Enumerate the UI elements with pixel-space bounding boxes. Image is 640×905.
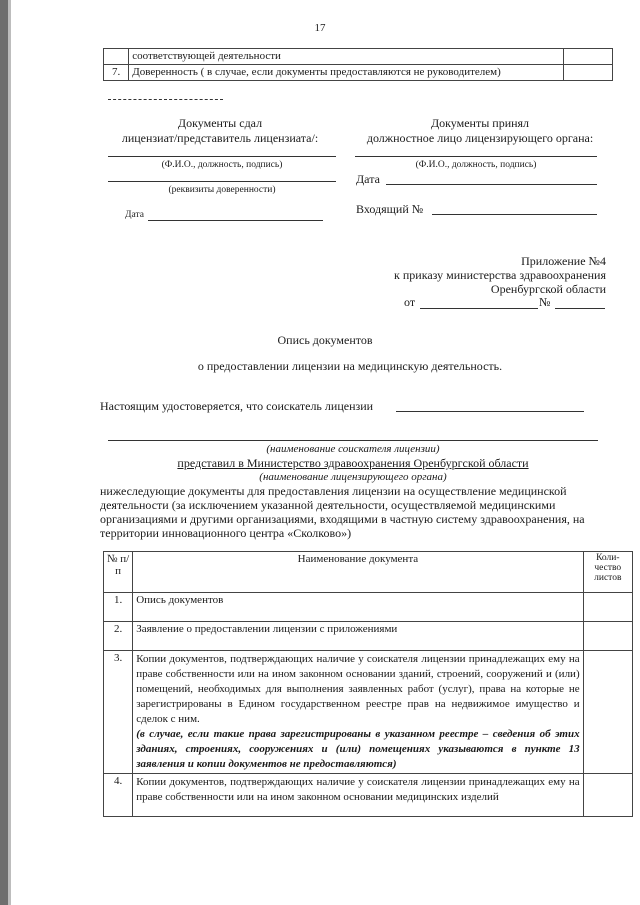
documents-table bbox=[103, 551, 633, 817]
table-cell bbox=[104, 49, 129, 65]
appendix-number: № bbox=[539, 295, 551, 309]
certify-text: Настоящим удостоверяется, что соискатель лицензии bbox=[100, 399, 374, 413]
scan-edge-shadow bbox=[8, 0, 11, 905]
row-count bbox=[583, 593, 632, 622]
appendix-line-2: к приказу министерства здравоохранения bbox=[394, 268, 606, 282]
row-text: Опись документов bbox=[133, 593, 583, 622]
row-num: 2. bbox=[104, 622, 133, 651]
incoming-label: Входящий № bbox=[356, 202, 424, 216]
right-title-1: Документы принял bbox=[430, 116, 530, 130]
separator-line bbox=[108, 99, 223, 100]
header-name: Наименование документа bbox=[133, 552, 583, 593]
applicant-line bbox=[396, 411, 584, 412]
left-title-1: Документы сдал bbox=[177, 116, 263, 130]
applicant-caption: (наименование соискателя лицензии) bbox=[266, 443, 440, 455]
table-cell bbox=[563, 65, 612, 81]
table-row bbox=[104, 651, 633, 774]
table-row bbox=[104, 49, 613, 65]
date-line bbox=[148, 220, 323, 221]
body-paragraph: нижеследующие документы для предоставления лицензии на осуществление медицинской деятельности (за исключением указанной деятельности, осуществляемой медицинскими организациями и другими организациями, входящими в частную систему здравоохранения, на территории инновационного центра «Сколково») bbox=[100, 484, 585, 540]
left-caption-1: (Ф.И.О., должность, подпись) bbox=[161, 160, 283, 170]
row-num: 3. bbox=[104, 651, 133, 774]
row-num: 4. bbox=[104, 774, 133, 817]
row-note: (в случае, если такие права зарегистрированы в указанном реестре – сведения об этих зданиях, строениях, сооружениях и (или) помещениях указываются в пункте 13 заявления и копии документов не предоставляются) bbox=[136, 728, 580, 770]
row-count bbox=[583, 774, 632, 817]
left-date-label: Дата bbox=[125, 210, 144, 220]
date-line bbox=[386, 184, 597, 185]
document-subtitle: о предоставлении лицензии на медицинскую деятельность. bbox=[197, 359, 503, 373]
top-table bbox=[103, 48, 613, 81]
appendix-line-3: Оренбургской области bbox=[490, 282, 606, 296]
organ-caption: (наименование лицензирующего органа) bbox=[259, 471, 447, 483]
incoming-line bbox=[432, 214, 597, 215]
signature-line bbox=[108, 181, 336, 182]
right-date-label: Дата bbox=[356, 172, 380, 186]
signature-line bbox=[355, 156, 597, 157]
signature-line bbox=[108, 156, 336, 157]
row-count bbox=[583, 651, 632, 774]
table-row bbox=[104, 622, 633, 651]
right-caption-1: (Ф.И.О., должность, подпись) bbox=[415, 160, 537, 170]
row-text: Копии документов, подтверждающих наличие у соискателя лицензии принадлежащих ему на праве собственности или на ином законном основании медицинских изделий bbox=[133, 774, 583, 817]
table-cell: Доверенность ( в случае, если документы предоставляются не руководителем) bbox=[129, 65, 563, 81]
appendix-date-line bbox=[420, 308, 538, 309]
table-row bbox=[104, 593, 633, 622]
left-title-2: лицензиат/представитель лицензиата/: bbox=[121, 131, 319, 145]
appendix-from: от bbox=[404, 295, 416, 309]
header-count: Коли-чество листов bbox=[583, 552, 632, 593]
left-caption-2: (реквизиты доверенности) bbox=[168, 185, 276, 195]
row-count bbox=[583, 622, 632, 651]
row-text-cell bbox=[133, 651, 583, 774]
appendix-number-line bbox=[555, 308, 605, 309]
header-num: № п/п bbox=[104, 552, 133, 593]
submitted-line: представил в Министерство здравоохранения Оренбургской области bbox=[177, 456, 529, 470]
table-cell: соответствующей деятельности bbox=[129, 49, 563, 65]
page-number: 17 bbox=[314, 22, 326, 34]
table-cell: 7. bbox=[104, 65, 129, 81]
row-num: 1. bbox=[104, 593, 133, 622]
row-text: Копии документов, подтверждающих наличие у соискателя лицензии принадлежащих ему на праве собственности или на ином законном основании зданий, строений, сооружений и (или) помещений, необходимых для выполнения заявленных работ (услуг), права на которые не зарегистрированы в Едином государственном реестре прав на недвижимое имущество и сделок с ним. bbox=[136, 653, 580, 725]
right-title-2: должностное лицо лицензирующего органа: bbox=[366, 131, 594, 145]
appendix-line-1: Приложение №4 bbox=[521, 254, 606, 268]
table-cell bbox=[563, 49, 612, 65]
table-row bbox=[104, 65, 613, 81]
applicant-name-line bbox=[108, 440, 598, 441]
table-header-row bbox=[104, 552, 633, 593]
row-text: Заявление о предоставлении лицензии с приложениями bbox=[133, 622, 583, 651]
table-row bbox=[104, 774, 633, 817]
document-title: Опись документов bbox=[277, 333, 373, 347]
scan-edge bbox=[0, 0, 8, 905]
